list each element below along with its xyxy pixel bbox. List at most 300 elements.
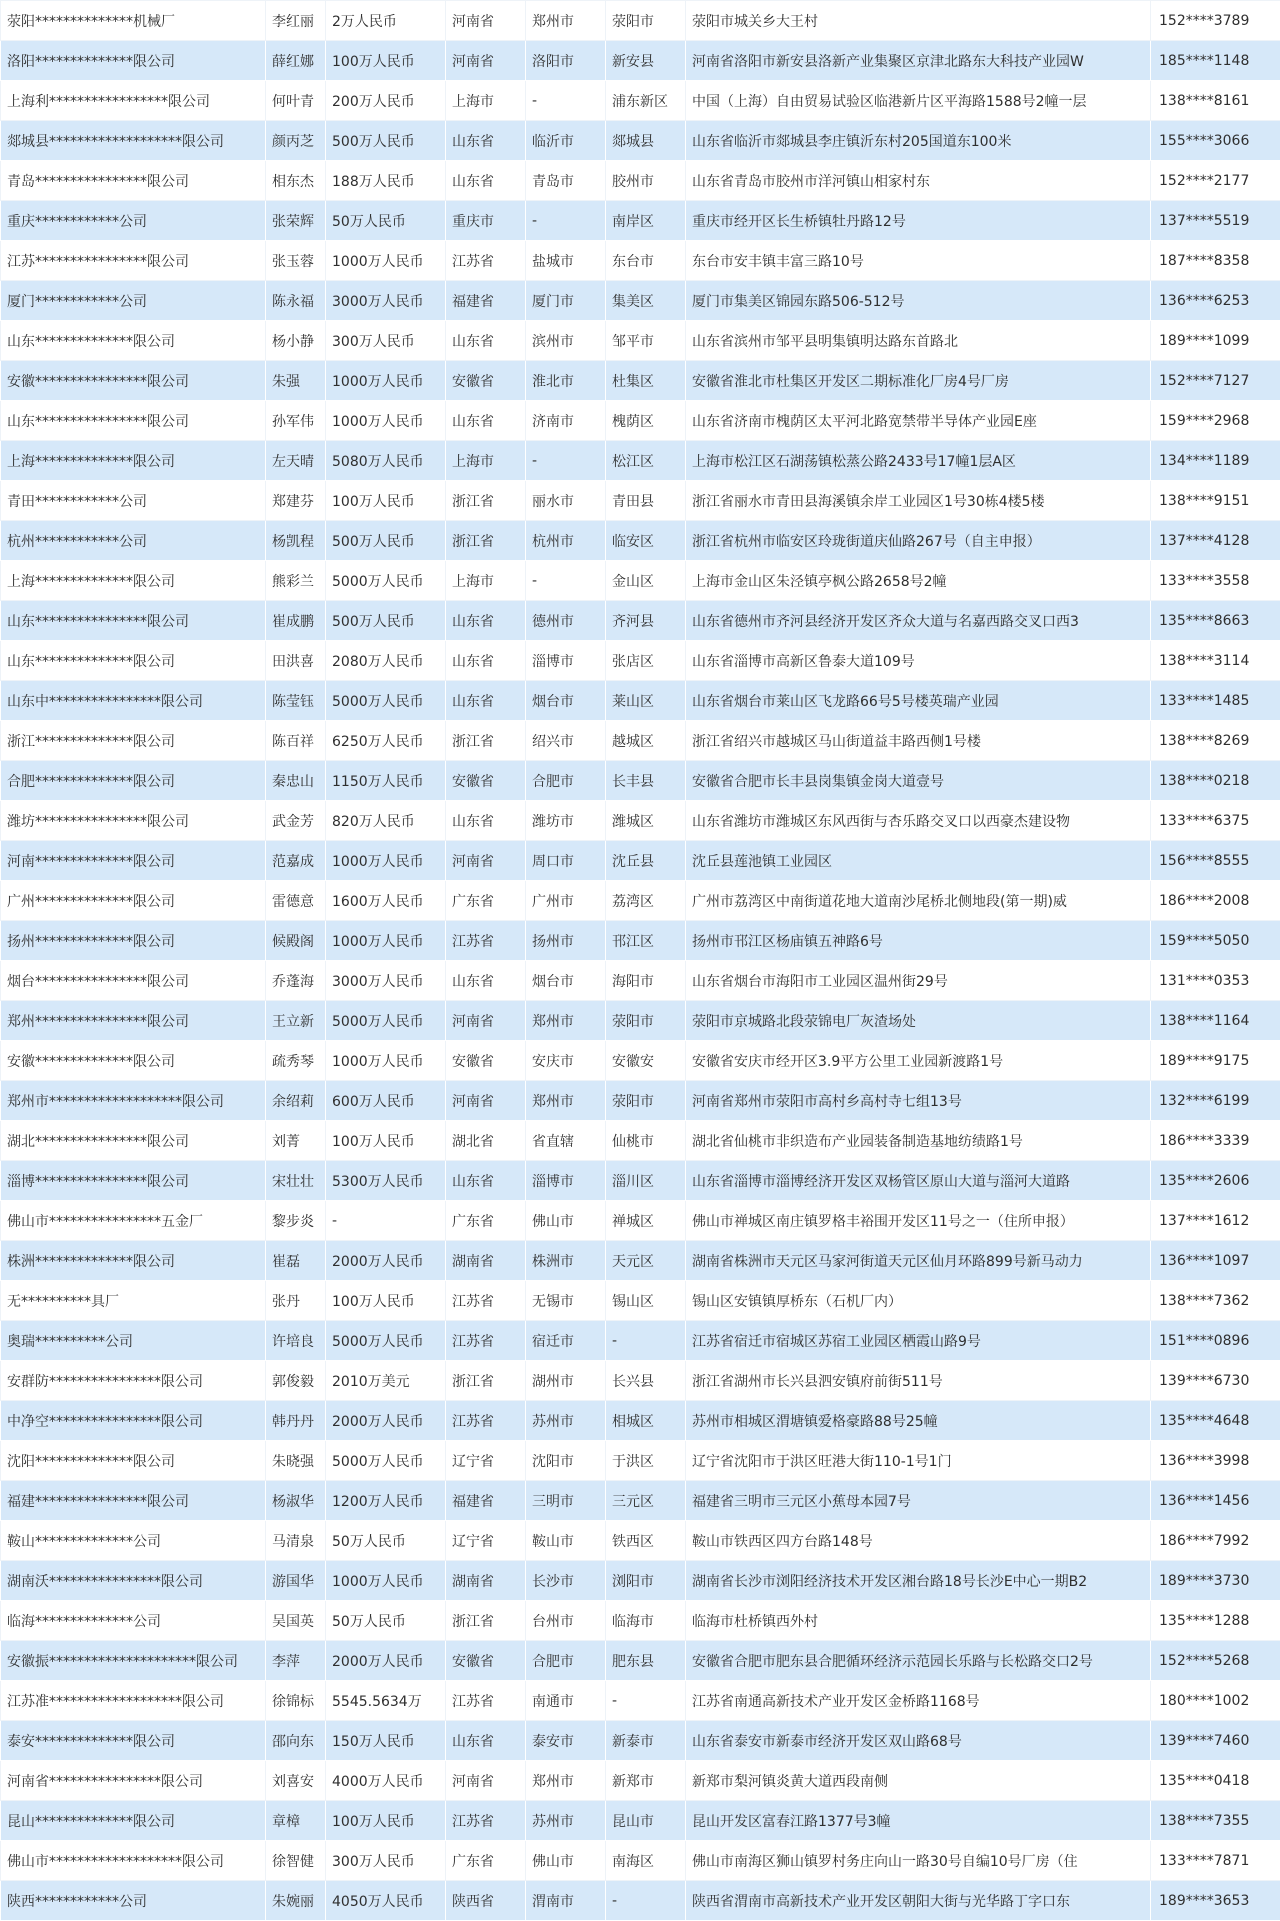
company-name-cell: 青田************公司: [1, 481, 266, 521]
district-cell: 东台市: [606, 241, 686, 281]
province-cell: 福建省: [446, 1481, 526, 1521]
company-name-cell: 厦门************公司: [1, 281, 266, 321]
contact-person-cell: 杨淑华: [266, 1481, 326, 1521]
contact-person-cell: 朱婉丽: [266, 1881, 326, 1921]
company-name-cell: 沈阳**************限公司: [1, 1441, 266, 1481]
address-cell: 鞍山市铁西区四方台路148号: [686, 1521, 1151, 1561]
province-cell: 河南省: [446, 1, 526, 41]
contact-person-cell: 李萍: [266, 1641, 326, 1681]
address-cell: 湖南省株洲市天元区马家河街道天元区仙月环路899号新马动力: [686, 1241, 1151, 1281]
province-cell: 上海市: [446, 441, 526, 481]
address-cell: 山东省淄博市高新区鲁泰大道109号: [686, 641, 1151, 681]
table-row: [1, 641, 1280, 681]
contact-person-cell: 张荣辉: [266, 201, 326, 241]
address-cell: 河南省郑州市荥阳市高村乡高村寺七组13号: [686, 1081, 1151, 1121]
address-cell: 山东省淄博市淄博经济开发区双杨管区原山大道与淄河大道路: [686, 1161, 1151, 1201]
address-cell: 浙江省杭州市临安区玲珑街道庆仙路267号（自主申报）: [686, 521, 1151, 561]
phone-cell: 133****6375: [1151, 801, 1280, 841]
company-name-cell: 佛山市****************五金厂: [1, 1201, 266, 1241]
city-cell: 渭南市: [526, 1881, 606, 1921]
district-cell: -: [606, 1881, 686, 1921]
city-cell: 盐城市: [526, 241, 606, 281]
province-cell: 江苏省: [446, 1681, 526, 1721]
registered-capital-cell: 4000万人民币: [326, 1761, 446, 1801]
district-cell: 郯城县: [606, 121, 686, 161]
address-cell: 安徽省安庆市经开区3.9平方公里工业园新渡路1号: [686, 1041, 1151, 1081]
table-row: [1, 1041, 1280, 1081]
phone-cell: 131****0353: [1151, 961, 1280, 1001]
contact-person-cell: 雷德意: [266, 881, 326, 921]
district-cell: 荥阳市: [606, 1081, 686, 1121]
province-cell: 辽宁省: [446, 1521, 526, 1561]
registered-capital-cell: 500万人民币: [326, 601, 446, 641]
table-row: [1, 1, 1280, 41]
phone-cell: 189****9175: [1151, 1041, 1280, 1081]
contact-person-cell: 宋壮壮: [266, 1161, 326, 1201]
address-cell: 临海市杜桥镇西外村: [686, 1601, 1151, 1641]
registered-capital-cell: 2000万人民币: [326, 1641, 446, 1681]
company-name-cell: 山东**************限公司: [1, 641, 266, 681]
district-cell: 南岸区: [606, 201, 686, 241]
phone-cell: 138****1164: [1151, 1001, 1280, 1041]
address-cell: 佛山市南海区狮山镇罗村务庄向山一路30号自编10号厂房（住: [686, 1841, 1151, 1881]
phone-cell: 151****0896: [1151, 1321, 1280, 1361]
address-cell: 山东省青岛市胶州市洋河镇山相家村东: [686, 161, 1151, 201]
company-name-cell: 烟台****************限公司: [1, 961, 266, 1001]
city-cell: 扬州市: [526, 921, 606, 961]
registered-capital-cell: 2080万人民币: [326, 641, 446, 681]
table-row: [1, 481, 1280, 521]
city-cell: 合肥市: [526, 1641, 606, 1681]
district-cell: 沈丘县: [606, 841, 686, 881]
province-cell: 安徽省: [446, 761, 526, 801]
company-name-cell: 佛山市*******************限公司: [1, 1841, 266, 1881]
city-cell: 佛山市: [526, 1841, 606, 1881]
company-name-cell: 安徽****************限公司: [1, 361, 266, 401]
table-row: [1, 161, 1280, 201]
province-cell: 山东省: [446, 961, 526, 1001]
registered-capital-cell: 50万人民币: [326, 1521, 446, 1561]
registered-capital-cell: 5000万人民币: [326, 561, 446, 601]
phone-cell: 136****1456: [1151, 1481, 1280, 1521]
city-cell: 苏州市: [526, 1401, 606, 1441]
registered-capital-cell: 1000万人民币: [326, 241, 446, 281]
company-name-cell: 上海利*****************限公司: [1, 81, 266, 121]
registered-capital-cell: 1200万人民币: [326, 1481, 446, 1521]
city-cell: 绍兴市: [526, 721, 606, 761]
table-row: [1, 1001, 1280, 1041]
contact-person-cell: 韩丹丹: [266, 1401, 326, 1441]
table-row: [1, 361, 1280, 401]
contact-person-cell: 章樟: [266, 1801, 326, 1841]
city-cell: 丽水市: [526, 481, 606, 521]
address-cell: 沈丘县莲池镇工业园区: [686, 841, 1151, 881]
phone-cell: 135****1288: [1151, 1601, 1280, 1641]
district-cell: 临安区: [606, 521, 686, 561]
district-cell: 浏阳市: [606, 1561, 686, 1601]
city-cell: 郑州市: [526, 1001, 606, 1041]
registered-capital-cell: 1000万人民币: [326, 841, 446, 881]
district-cell: 天元区: [606, 1241, 686, 1281]
province-cell: 湖北省: [446, 1121, 526, 1161]
company-name-cell: 山东****************限公司: [1, 401, 266, 441]
contact-person-cell: 左天晴: [266, 441, 326, 481]
address-cell: 山东省滨州市邹平县明集镇明达路东首路北: [686, 321, 1151, 361]
registered-capital-cell: 200万人民币: [326, 81, 446, 121]
city-cell: 烟台市: [526, 681, 606, 721]
table-row: [1, 281, 1280, 321]
province-cell: 河南省: [446, 1081, 526, 1121]
company-name-cell: 安徽**************限公司: [1, 1041, 266, 1081]
contact-person-cell: 张玉蓉: [266, 241, 326, 281]
contact-person-cell: 李红丽: [266, 1, 326, 41]
address-cell: 扬州市邗江区杨庙镇五神路6号: [686, 921, 1151, 961]
contact-person-cell: 陈永福: [266, 281, 326, 321]
address-cell: 福建省三明市三元区小蕉母本园7号: [686, 1481, 1151, 1521]
address-cell: 辽宁省沈阳市于洪区旺港大街110-1号1门: [686, 1441, 1151, 1481]
phone-cell: 133****1485: [1151, 681, 1280, 721]
company-name-cell: 扬州**************限公司: [1, 921, 266, 961]
registered-capital-cell: 500万人民币: [326, 521, 446, 561]
address-cell: 重庆市经开区长生桥镇牡丹路12号: [686, 201, 1151, 241]
province-cell: 广东省: [446, 1201, 526, 1241]
registered-capital-cell: 50万人民币: [326, 1601, 446, 1641]
address-cell: 山东省临沂市郯城县李庄镇沂东村205国道东100米: [686, 121, 1151, 161]
district-cell: 昆山市: [606, 1801, 686, 1841]
province-cell: 河南省: [446, 1001, 526, 1041]
company-name-cell: 合肥**************限公司: [1, 761, 266, 801]
table-row: [1, 1441, 1280, 1481]
phone-cell: 134****1189: [1151, 441, 1280, 481]
company-name-cell: 青岛****************限公司: [1, 161, 266, 201]
city-cell: 合肥市: [526, 761, 606, 801]
registered-capital-cell: 50万人民币: [326, 201, 446, 241]
phone-cell: 186****7992: [1151, 1521, 1280, 1561]
district-cell: 松江区: [606, 441, 686, 481]
registered-capital-cell: 820万人民币: [326, 801, 446, 841]
city-cell: 三明市: [526, 1481, 606, 1521]
province-cell: 江苏省: [446, 1281, 526, 1321]
city-cell: 洛阳市: [526, 41, 606, 81]
table-row: [1, 201, 1280, 241]
province-cell: 山东省: [446, 161, 526, 201]
phone-cell: 152****3789: [1151, 1, 1280, 41]
table-row: [1, 1161, 1280, 1201]
city-cell: 苏州市: [526, 1801, 606, 1841]
address-cell: 安徽省淮北市杜集区开发区二期标准化厂房4号厂房: [686, 361, 1151, 401]
table-row: [1, 121, 1280, 161]
company-name-cell: 洛阳**************限公司: [1, 41, 266, 81]
company-name-cell: 株洲**************限公司: [1, 1241, 266, 1281]
company-name-cell: 江苏****************限公司: [1, 241, 266, 281]
province-cell: 浙江省: [446, 721, 526, 761]
address-cell: 江苏省宿迁市宿城区苏宿工业园区栖霞山路9号: [686, 1321, 1151, 1361]
contact-person-cell: 薛红娜: [266, 41, 326, 81]
phone-cell: 155****3066: [1151, 121, 1280, 161]
address-cell: 广州市荔湾区中南街道花地大道南沙尾桥北侧地段(第一期)威: [686, 881, 1151, 921]
registered-capital-cell: 3000万人民币: [326, 281, 446, 321]
contact-person-cell: 范嘉成: [266, 841, 326, 881]
province-cell: 广东省: [446, 881, 526, 921]
city-cell: 泰安市: [526, 1721, 606, 1761]
table-row: [1, 1761, 1280, 1801]
registered-capital-cell: 300万人民币: [326, 321, 446, 361]
table-row: [1, 1481, 1280, 1521]
company-name-cell: 鞍山**************公司: [1, 1521, 266, 1561]
table-row: [1, 1681, 1280, 1721]
address-cell: 湖北省仙桃市非织造布产业园装备制造基地纺绩路1号: [686, 1121, 1151, 1161]
company-name-cell: 泰安**************限公司: [1, 1721, 266, 1761]
phone-cell: 132****6199: [1151, 1081, 1280, 1121]
phone-cell: 189****3730: [1151, 1561, 1280, 1601]
phone-cell: 139****7460: [1151, 1721, 1280, 1761]
phone-cell: 159****2968: [1151, 401, 1280, 441]
company-name-cell: 湖北****************限公司: [1, 1121, 266, 1161]
address-cell: 苏州市相城区渭塘镇爱格豪路88号25幢: [686, 1401, 1151, 1441]
address-cell: 浙江省绍兴市越城区马山街道益丰路西侧1号楼: [686, 721, 1151, 761]
province-cell: 山东省: [446, 801, 526, 841]
contact-person-cell: 黎步炎: [266, 1201, 326, 1241]
company-name-cell: 临海**************公司: [1, 1601, 266, 1641]
province-cell: 安徽省: [446, 361, 526, 401]
city-cell: 南通市: [526, 1681, 606, 1721]
address-cell: 陕西省渭南市高新技术产业开发区朝阳大街与光华路丁字口东: [686, 1881, 1151, 1921]
district-cell: 荥阳市: [606, 1001, 686, 1041]
table-row: [1, 721, 1280, 761]
phone-cell: 187****8358: [1151, 241, 1280, 281]
city-cell: 杭州市: [526, 521, 606, 561]
address-cell: 东台市安丰镇丰富三路10号: [686, 241, 1151, 281]
city-cell: 郑州市: [526, 1081, 606, 1121]
contact-person-cell: 武金芳: [266, 801, 326, 841]
company-name-cell: 杭州************公司: [1, 521, 266, 561]
company-name-cell: 湖南沃****************限公司: [1, 1561, 266, 1601]
company-name-cell: 浙江**************限公司: [1, 721, 266, 761]
company-name-cell: 荥阳**************机械厂: [1, 1, 266, 41]
address-cell: 锡山区安镇镇厚桥东（石机厂内）: [686, 1281, 1151, 1321]
city-cell: -: [526, 81, 606, 121]
city-cell: 沈阳市: [526, 1441, 606, 1481]
province-cell: 山东省: [446, 1161, 526, 1201]
contact-person-cell: 孙军伟: [266, 401, 326, 441]
address-cell: 昆山开发区富春江路1377号3幢: [686, 1801, 1151, 1841]
table-row: [1, 801, 1280, 841]
registered-capital-cell: 150万人民币: [326, 1721, 446, 1761]
phone-cell: 135****2606: [1151, 1161, 1280, 1201]
district-cell: 杜集区: [606, 361, 686, 401]
registered-capital-cell: 5300万人民币: [326, 1161, 446, 1201]
address-cell: 山东省德州市齐河县经济开发区齐众大道与名嘉西路交叉口西3: [686, 601, 1151, 641]
registered-capital-cell: 1600万人民币: [326, 881, 446, 921]
city-cell: -: [526, 201, 606, 241]
company-name-cell: 淄博****************限公司: [1, 1161, 266, 1201]
city-cell: 德州市: [526, 601, 606, 641]
registered-capital-cell: 5000万人民币: [326, 1321, 446, 1361]
table-row: [1, 1801, 1280, 1841]
district-cell: 邗江区: [606, 921, 686, 961]
district-cell: -: [606, 1681, 686, 1721]
registered-capital-cell: 100万人民币: [326, 481, 446, 521]
table-row: [1, 1321, 1280, 1361]
city-cell: 临沂市: [526, 121, 606, 161]
registered-capital-cell: 2000万人民币: [326, 1401, 446, 1441]
registered-capital-cell: 1150万人民币: [326, 761, 446, 801]
province-cell: 安徽省: [446, 1641, 526, 1681]
district-cell: 安徽安: [606, 1041, 686, 1081]
registered-capital-cell: 2000万人民币: [326, 1241, 446, 1281]
registered-capital-cell: -: [326, 1201, 446, 1241]
phone-cell: 156****8555: [1151, 841, 1280, 881]
table-row: [1, 321, 1280, 361]
province-cell: 江苏省: [446, 1401, 526, 1441]
district-cell: 仙桃市: [606, 1121, 686, 1161]
city-cell: 鞍山市: [526, 1521, 606, 1561]
address-cell: 荥阳市京城路北段荥锦电厂灰渣场处: [686, 1001, 1151, 1041]
phone-cell: 133****7871: [1151, 1841, 1280, 1881]
company-name-cell: 重庆************公司: [1, 201, 266, 241]
district-cell: 潍城区: [606, 801, 686, 841]
table-row: [1, 601, 1280, 641]
phone-cell: 135****0418: [1151, 1761, 1280, 1801]
contact-person-cell: 许培良: [266, 1321, 326, 1361]
contact-person-cell: 徐锦标: [266, 1681, 326, 1721]
table-row: [1, 1121, 1280, 1161]
district-cell: 新安县: [606, 41, 686, 81]
contact-person-cell: 张丹: [266, 1281, 326, 1321]
city-cell: 济南市: [526, 401, 606, 441]
company-name-cell: 江苏准*******************限公司: [1, 1681, 266, 1721]
district-cell: 胶州市: [606, 161, 686, 201]
registered-capital-cell: 100万人民币: [326, 1281, 446, 1321]
table-row: [1, 561, 1280, 601]
contact-person-cell: 游国华: [266, 1561, 326, 1601]
phone-cell: 133****3558: [1151, 561, 1280, 601]
table-row: [1, 81, 1280, 121]
contact-person-cell: 杨小静: [266, 321, 326, 361]
phone-cell: 137****4128: [1151, 521, 1280, 561]
city-cell: 淄博市: [526, 1161, 606, 1201]
contact-person-cell: 郭俊毅: [266, 1361, 326, 1401]
address-cell: 上海市金山区朱泾镇亭枫公路2658号2幢: [686, 561, 1151, 601]
province-cell: 江苏省: [446, 921, 526, 961]
phone-cell: 138****7362: [1151, 1281, 1280, 1321]
contact-person-cell: 陈百祥: [266, 721, 326, 761]
registered-capital-cell: 1000万人民币: [326, 921, 446, 961]
province-cell: 上海市: [446, 561, 526, 601]
registered-capital-cell: 1000万人民币: [326, 401, 446, 441]
district-cell: 齐河县: [606, 601, 686, 641]
company-name-cell: 山东中****************限公司: [1, 681, 266, 721]
province-cell: 河南省: [446, 1761, 526, 1801]
contact-person-cell: 田洪喜: [266, 641, 326, 681]
city-cell: 周口市: [526, 841, 606, 881]
province-cell: 河南省: [446, 41, 526, 81]
contact-person-cell: 徐智健: [266, 1841, 326, 1881]
province-cell: 湖南省: [446, 1561, 526, 1601]
district-cell: 槐荫区: [606, 401, 686, 441]
phone-cell: 152****2177: [1151, 161, 1280, 201]
registered-capital-cell: 100万人民币: [326, 1121, 446, 1161]
registered-capital-cell: 500万人民币: [326, 121, 446, 161]
province-cell: 山东省: [446, 1721, 526, 1761]
registered-capital-cell: 5000万人民币: [326, 1441, 446, 1481]
phone-cell: 152****7127: [1151, 361, 1280, 401]
district-cell: 海阳市: [606, 961, 686, 1001]
phone-cell: 138****8269: [1151, 721, 1280, 761]
company-name-cell: 无**********具厂: [1, 1281, 266, 1321]
registered-capital-cell: 5000万人民币: [326, 1001, 446, 1041]
contact-person-cell: 吴国英: [266, 1601, 326, 1641]
company-name-cell: 潍坊****************限公司: [1, 801, 266, 841]
table-row: [1, 521, 1280, 561]
table-row: [1, 1521, 1280, 1561]
table-row: [1, 1081, 1280, 1121]
district-cell: -: [606, 1321, 686, 1361]
company-name-cell: 奥瑞**********公司: [1, 1321, 266, 1361]
company-name-cell: 上海**************限公司: [1, 561, 266, 601]
company-name-cell: 昆山**************限公司: [1, 1801, 266, 1841]
company-name-cell: 中净空****************限公司: [1, 1401, 266, 1441]
city-cell: 厦门市: [526, 281, 606, 321]
province-cell: 上海市: [446, 81, 526, 121]
phone-cell: 135****4648: [1151, 1401, 1280, 1441]
table-row: [1, 441, 1280, 481]
contact-person-cell: 候殿阁: [266, 921, 326, 961]
province-cell: 山东省: [446, 401, 526, 441]
table-row: [1, 1881, 1280, 1921]
contact-person-cell: 熊彩兰: [266, 561, 326, 601]
registered-capital-cell: 2010万美元: [326, 1361, 446, 1401]
city-cell: 滨州市: [526, 321, 606, 361]
address-cell: 浙江省湖州市长兴县泗安镇府前街511号: [686, 1361, 1151, 1401]
province-cell: 浙江省: [446, 521, 526, 561]
district-cell: 淄川区: [606, 1161, 686, 1201]
contact-person-cell: 疏秀琴: [266, 1041, 326, 1081]
city-cell: 广州市: [526, 881, 606, 921]
city-cell: -: [526, 441, 606, 481]
table-row: [1, 1721, 1280, 1761]
district-cell: 锡山区: [606, 1281, 686, 1321]
company-name-cell: 广州**************限公司: [1, 881, 266, 921]
address-cell: 佛山市禅城区南庄镇罗格丰裕围开发区11号之一（住所申报）: [686, 1201, 1151, 1241]
table-row: [1, 1641, 1280, 1681]
city-cell: 无锡市: [526, 1281, 606, 1321]
table-row: [1, 241, 1280, 281]
district-cell: 禅城区: [606, 1201, 686, 1241]
district-cell: 临海市: [606, 1601, 686, 1641]
address-cell: 山东省烟台市海阳市工业园区温州街29号: [686, 961, 1151, 1001]
city-cell: 佛山市: [526, 1201, 606, 1241]
contact-person-cell: 杨凯程: [266, 521, 326, 561]
table-row: [1, 761, 1280, 801]
phone-cell: 139****6730: [1151, 1361, 1280, 1401]
province-cell: 湖南省: [446, 1241, 526, 1281]
contact-person-cell: 马清泉: [266, 1521, 326, 1561]
city-cell: 湖州市: [526, 1361, 606, 1401]
table-row: [1, 841, 1280, 881]
contact-person-cell: 邵向东: [266, 1721, 326, 1761]
phone-cell: 138****7355: [1151, 1801, 1280, 1841]
table-row: [1, 1201, 1280, 1241]
city-cell: 淮北市: [526, 361, 606, 401]
table-row: [1, 961, 1280, 1001]
address-cell: 江苏省南通高新技术产业开发区金桥路1168号: [686, 1681, 1151, 1721]
address-cell: 新郑市梨河镇炎黄大道西段南侧: [686, 1761, 1151, 1801]
district-cell: 集美区: [606, 281, 686, 321]
address-cell: 湖南省长沙市浏阳经济技术开发区湘台路18号长沙E中心一期B2: [686, 1561, 1151, 1601]
contact-person-cell: 相东杰: [266, 161, 326, 201]
registered-capital-cell: 100万人民币: [326, 1801, 446, 1841]
